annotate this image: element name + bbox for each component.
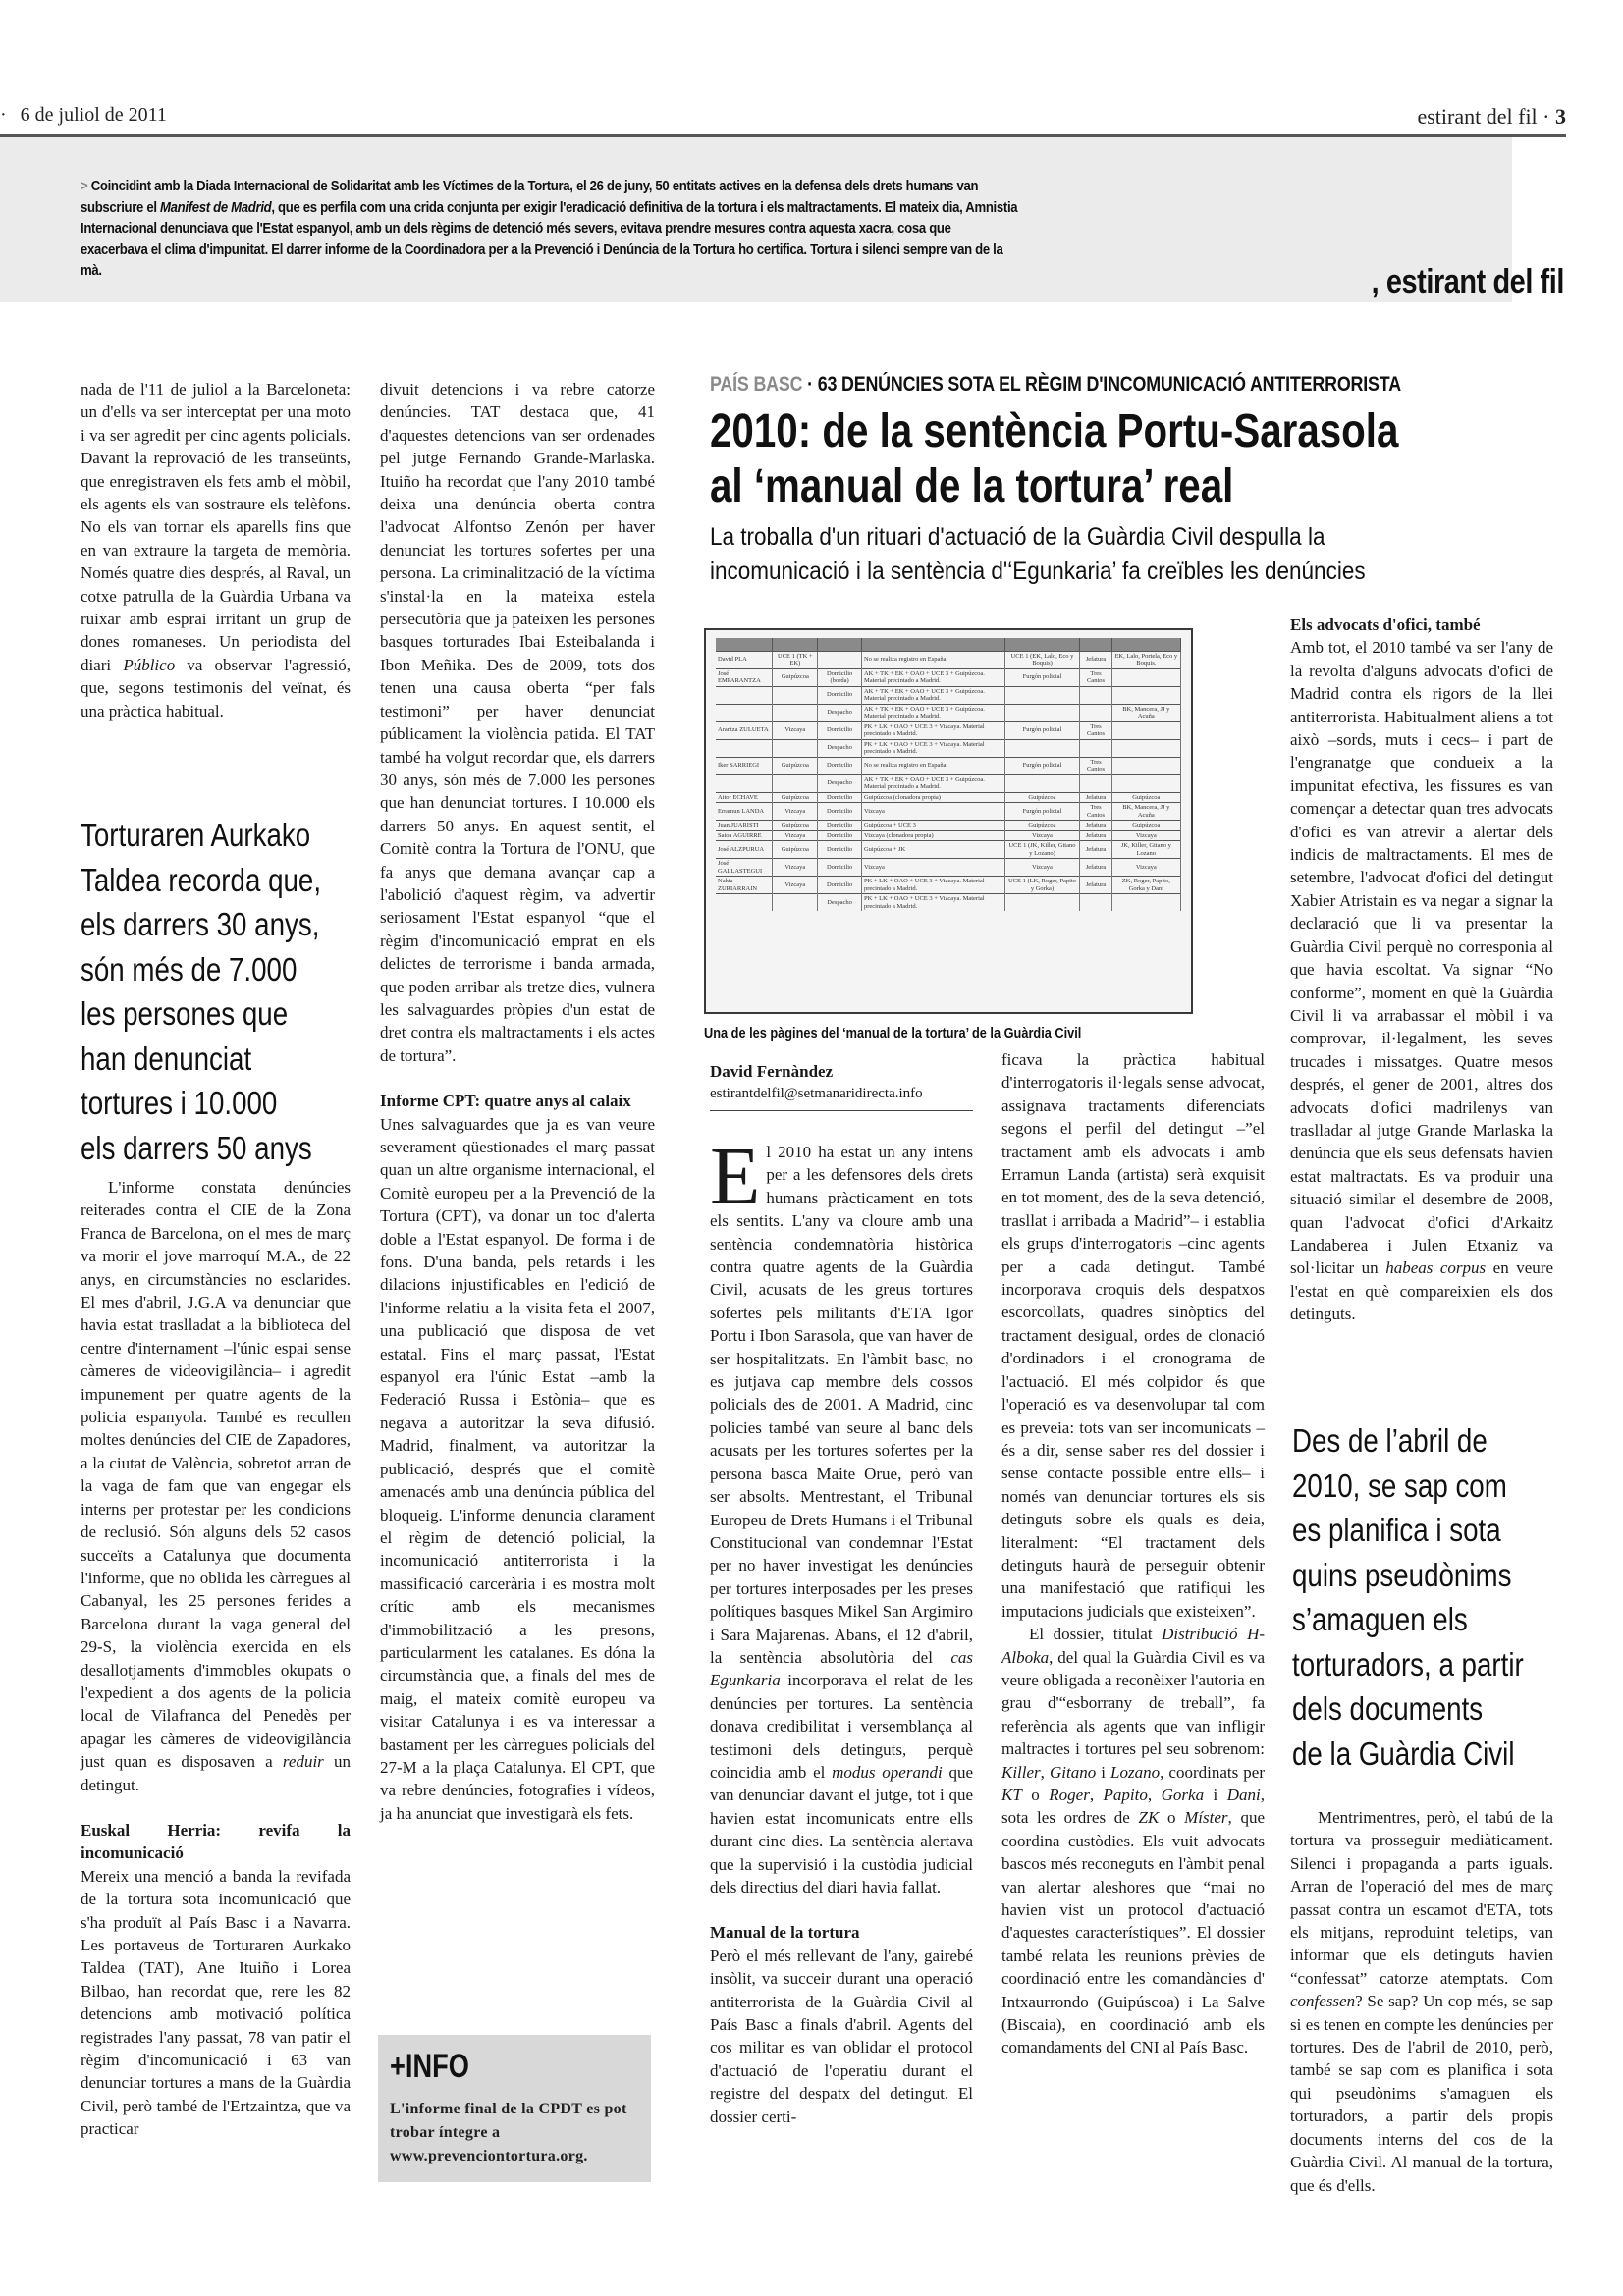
text: , sota les ordres de [1001,1786,1266,1828]
italic-text: Míster [1184,1808,1228,1828]
text: El dossier, titulat [1029,1625,1163,1644]
text: , [1040,1762,1050,1782]
table-cell [716,739,773,757]
page-header [0,98,1566,137]
table-cell [1111,739,1180,757]
table-cell [1080,739,1111,757]
table-row [716,686,1181,704]
quote-line: s’amaguen els [1292,1601,1468,1637]
text: , que coordina custòdies. Els vuit advocats bascos més reconeguts en l'àmbit penal van alertar aleshores que “mai no havien vist un protocol d'actuació d'aquestes característiques”. El dossier també relata les reunions prèvies de coordinació entre les comandàncies d' Intxaurrondo (Guipúscoa) i La Salve (Biscaia), en coordinació amb els comandaments del CNI al País Basc. [1001,1808,1265,2057]
table-cell: Domicilio [818,830,862,841]
subheading: Informe CPT: quatre anys al calaix [380,1092,631,1111]
table-cell: Domicilio (borda) [818,668,862,686]
table-row [716,757,1181,774]
table-cell: Guipúzcoa [1004,792,1080,803]
italic-text: Dani [1226,1786,1261,1804]
lead-text-a: Coincidint amb la Diada Internacional de Solidaritat amb les Víctimes de la Tortura, el 26 de juny, 50 entitats actives en la defensa dels drets humans van subscriure el [81,179,979,216]
table-cell: Jefatura [1080,859,1111,877]
table-cell [1111,686,1180,704]
table-row [716,721,1181,739]
table-cell [1111,774,1180,792]
table-cell: Vizcaya [773,877,818,894]
quote-line: Torturaren Aurkako [81,817,311,853]
paragraph [1001,1623,1265,2059]
quote-line: dels documents [1292,1690,1484,1727]
table-cell: Domicilio [818,841,862,859]
subheading: Manual de la tortura [710,1923,860,1943]
info-text: L'informe final de la CPDT es pot trobar íntegre a www.prevenciontortura.org. [390,2101,627,2164]
paragraph [1290,1806,1553,2197]
text: , coordinats per [1160,1762,1265,1782]
subhead-line: incomunicació i la sentència d'‘Egunkaria’ fa creïbles les denúncies [710,558,1366,585]
table-cell: PK + LK + OAO + UCE 3 + Vizcaya. Material precintado a Madrid. [861,877,1004,894]
table-cell [1111,721,1180,739]
table-row [716,792,1181,803]
article-kicker [710,373,1401,397]
table-row [716,704,1181,721]
table-cell: Iker SARRIEGI [716,757,773,774]
text: i [1204,1786,1227,1804]
table-cell: Guipúzcoa [773,792,818,803]
table-cell [716,894,773,912]
table-cell: UCE 1 (JK, Killer, Gitano y Lozano) [1004,841,1080,859]
table-row [716,821,1181,831]
italic-text: Lozano [1110,1762,1161,1782]
issue-date: · 6 de juliol de 2011 [0,104,167,126]
italic-text: habeas corpus [1385,1258,1487,1278]
table-cell [1080,894,1111,912]
table-cell [1111,757,1180,774]
table-cell [1004,894,1080,912]
table-cell: Jefatura [1080,841,1111,859]
italic-text: Roger [1049,1786,1090,1804]
table-cell: No se realiza registro en España. [861,651,1004,668]
table-cell [1004,739,1080,757]
quote-line: 2010, se sap com [1292,1467,1507,1504]
italic-text: Gorka [1161,1786,1205,1804]
table-row [716,739,1181,757]
table-cell [716,704,773,721]
table-cell: Furgón policial [1004,668,1080,686]
quote-line: han denunciat [81,1040,252,1077]
table-cell [716,686,773,704]
table-cell: Guipúzcoa [773,668,818,686]
table-cell: Despacho [818,774,862,792]
arrow-icon: > [81,179,88,194]
table-cell: Vizcaya [1111,830,1180,841]
text: incorporava el relat de les denúncies per tortures. La sentència donava credibilitat i versemblança al testimoni dels detinguts, perquè coincidia amb el [710,1671,973,1782]
table-cell: Jefatura [1080,821,1111,831]
pull-quote-1 [81,813,321,1170]
table-cell: Guipúzcoa + UCE 3 [861,821,1004,831]
text: i [1096,1762,1111,1782]
table-cell [716,774,773,792]
table-cell: Vizcaya [1111,859,1180,877]
drop-cap: E [710,1131,761,1222]
column-1-continued [81,1176,351,2141]
kicker-separator: · [802,373,818,396]
table-cell: Despacho [818,704,862,721]
table-cell: Vizcaya [773,721,818,739]
italic-text: Gitano [1049,1762,1097,1782]
table-cell: Jefatura [1080,792,1111,803]
text: , [1147,1786,1162,1804]
paragraph: ficava la pràctica habitual d'interrogatoris il·legals sense advocat, assignava tractaments diferenciats segons el perfil del detingut –”el tractament amb els advocats i amb Erramun Landa (artista) serà exquisit en tot moment, des de la seva detenció, trasllat i arribada a Madrid”– i establia els grups d'interrogatoris –cinc agents per a cada detingut. També incorporava croquis dels despatxos escorcollats, quadres sinòptics del tractament desigual, ordes de clonació d'ordinadors i el cronograma de l'actuació. El més colpidor és que l'operació es va desenvolupar tal com es preveia: tots van ser incomunicats –és a dir, sense saber res del dossier i sense contacte possible entre ells– i només van denunciar tortures els sis detinguts sobre els quals es deia, literalment: “El tractament dels detinguts haurà de perseguir obtenir una manifestació que ratifiqui les imputacions judicials que existeixen”. [1001,1050,1265,1621]
table-cell: Guipúzcoa [773,841,818,859]
column-4 [1001,1048,1265,2059]
table-cell: Furgón policial [1004,757,1080,774]
table-cell [1111,668,1180,686]
table-cell: BK, Mancera, JJ y Acuña [1111,704,1180,721]
table-cell: Domicilio [818,877,862,894]
table-cell: Guipúzcoa + JK [861,841,1004,859]
table-row [716,774,1181,792]
quote-line: són més de 7.000 [81,950,298,988]
headline-line: 2010: de la sentència Portu-Sarasola [710,405,1399,457]
table-cell: Guipúzcoa [773,757,818,774]
table-cell: Vizcaya [773,803,818,821]
table-cell: PK + LK + OAO + UCE 3 + Vizcaya. Material precintado a Madrid. [861,721,1004,739]
text: va observar l'agressió, que, segons testimonis del veïnat, és una pràctica habitual. [81,655,351,721]
italic-text: reduir [282,1752,324,1772]
text: l 2010 ha estat un any intens per a les defensores dels drets humans pràcticament en tots els sentits. L'any va cloure amb una sentència condemnatòria històrica contra quatre agents de la Guàrdia Civil, acusats de les greus tortures sofertes pels militants d'ETA Igor Portu i Ibon Sarasola, que van haver de ser hospitalitzats. En l'àmbit basc, no es jutjava cap membre dels cossos policials des de 2001. A Madrid, cinc policies també van seure al banc dels acusats per les tortures sofertes per la persona basca Maite Orue, però van ser absolts. Mentrestant, el Tribunal Europeu de Drets Humans i el Tribunal Constitucional van condemnar l'Estat per no haver investigat les denúncies per tortures interposades per les preses polítiques basques Mikel San Argimiro i Sara Majarenas. Abans, el 12 d'abril, la sentència absolutòria del [710,1143,973,1667]
table-cell: Domicilio [818,859,862,877]
table-cell: AK + TK + EK + OAO + UCE 3 + Guipúzcoa. Material precintado a Madrid. [861,704,1004,721]
table-row [716,859,1181,877]
italic-text: modus operandi [832,1762,943,1782]
text: un detingut. [81,1752,352,1794]
table-row [716,894,1181,912]
column-5 [1290,614,1553,1326]
table-cell: Nahia ZURIARRAIN [716,877,773,894]
text: que van denunciar davant el jutge, tot i que havien estat incomunicats entre ells durant cinc dies. La sentència alertava que la supervisió i la custòdia judicial dels directius del diari havia fallat. [710,1762,973,1896]
table-cell: Despacho [818,739,862,757]
text: Mentrimentres, però, el tabú de la tortura va prosseguir mediàticament. Silenci i propaganda a parts iguals. Arran de l'operació del mes de març passat contra un escamot d'ETA, tots els mitjans, reproduint teletips, van informar que els detinguts havien “confessat” catorze atemptats. Com [1290,1808,1553,1988]
italic-text: confessen [1290,1992,1356,2011]
table-cell: David PLA [716,651,773,668]
quote-line: torturadors, a partir [1292,1645,1524,1682]
table-cell: Domicilio [818,792,862,803]
lead-italic: Manifest de Madrid [160,199,272,216]
paragraph [710,1131,973,1898]
italic-text: Killer [1001,1762,1041,1782]
quote-line: Taldea recorda que, [81,861,322,898]
quote-line: els darrers 50 anys [81,1129,312,1166]
table-cell: AK + TK + EK + OAO + UCE 3 + Guipúzcoa. Material precintado a Madrid. [861,686,1004,704]
italic-text: Papito [1103,1786,1148,1804]
table-cell: Vizcaya [861,803,1004,821]
table-cell: José ALZPURUA [716,841,773,859]
table-cell: Tres Cantos [1080,757,1111,774]
text: , del qual la Guàrdia Civil es va veure obligada a reconèixer l'autoria en grau d'“esborrany de treball”, fa referència als agents que van infligir maltractes i tortures pel seu sobrenom: [1001,1647,1265,1759]
table-cell [1080,704,1111,721]
table-cell: Jefatura [1080,830,1111,841]
table-cell: UCE 1 (EK, Lalo, Eco y Boquis) [1004,651,1080,668]
table-cell: PK + LK + OAO + UCE 3 + Vizcaya. Material precintado a Madrid. [861,739,1004,757]
text: en veure l'estat en què compareixien els dos detinguts. [1290,1258,1553,1324]
table-cell: Arantza ZULUETA [716,721,773,739]
table-row [716,651,1181,668]
table-cell: Despacho [818,894,862,912]
italic-text: Público [123,655,176,674]
table-cell [773,894,818,912]
subhead-line: La troballa d'un rituari d'actuació de la Guàrdia Civil despulla la [710,523,1325,551]
subheading: Els advocats d'ofici, també [1290,615,1481,634]
table-row [716,877,1181,894]
table-cell: AK + TK + EK + OAO + UCE 3 + Guipúzcoa. Material precintado a Madrid. [861,668,1004,686]
text: , [1089,1786,1104,1804]
table-cell: Domicilio [818,721,862,739]
table-cell: Vizcaya [861,859,1004,877]
image-caption: Una de les pàgines del ‘manual de la tortura’ de la Guàrdia Civil [704,1026,1082,1041]
text: o [1021,1786,1050,1804]
table-cell: Tres Cantos [1080,668,1111,686]
table-cell: Vizcaya [1004,859,1080,877]
table-row [716,803,1181,821]
italic-text: cas Egunkaria [710,1647,973,1690]
section-name: estirant del fil · 3 [1417,104,1566,129]
table-cell: Vizcaya [1004,830,1080,841]
author-email[interactable]: estirantdelfil@setmanaridirecta.info [710,1086,923,1101]
table-cell: UCE 1 (TK + EK) [773,651,818,668]
table-cell: Aitor ECHAVE [716,792,773,803]
date-text: 6 de juliol de 2011 [20,104,167,126]
table-cell: Vizcaya (clonadora propia) [861,830,1004,841]
italic-text: KT [1001,1786,1022,1804]
byline [710,1060,973,1111]
table-cell: UCE 1 (LK, Roger, Papito y Gorka) [1004,877,1080,894]
table-cell: Domicilio [818,757,862,774]
table-cell: Guipúzcoa [1111,792,1180,803]
info-title: +INFO [390,2048,469,2085]
table-cell: Domicilio [818,686,862,704]
paragraph: Unes salvaguardes que ja es van veure severament qüestionades el març passat quan un altre organisme internacional, el Comitè europeu per a la Prevenció de la Tortura (CPT), va donar un toc d'alerta doble a l'Estat espanyol. De forma i de fons. D'una banda, pels retards i les dilacions injustificables en l'edició de l'informe relatiu a la visita feta el 2007, una publicació que disposa de vet estatal. Fins el març passat, l'Estat espanyol era l'únic Estat –amb la Federació Russa i Estònia– que es negava a autoritzar la seva difusió. Madrid, finalment, va autoritzar la publicació, després que el comitè amenacés amb una denúncia pública del bloqueig. L'informe denuncia clarament el règim de detenció policial, la incomunicació antiterrorista i la massificació carcerària i es mostra molt crític amb els mecanismes d'immobilització a les presons, particularment les catalanes. Es dóna la circumstància que, a finals del mes de maig, el mateix comitè europeu va visitar Catalunya i es va interessar a bastament per les càrregues policials del 27-M a la plaça Catalunya. El CPT, que va rebre denúncies, fotografies i vídeos, ja ha anunciat que investigarà els fets. [380,1114,655,1823]
lead-text [81,177,1020,283]
table-cell: BK, Mancera, JJ y Acuña [1111,803,1180,821]
table-cell: Furgón policial [1004,803,1080,821]
document-table [716,638,1181,911]
table-cell: Guipúzcoa [1111,821,1180,831]
table-cell: Vizcaya [773,830,818,841]
table-cell [1004,774,1080,792]
pull-quote-2 [1292,1418,1524,1776]
subheading: Euskal Herria: revifa la incomunicació [81,1820,351,1863]
column-5-continued [1290,1806,1553,2197]
paragraph: divuit detencions i va rebre catorze denúncies. TAT destaca que, 41 d'aquestes detencions van ser ordenades pel jutge Fernando Grande-Marlaska. Ituiño ha recordat que l'any 2010 també deixa una denúncia oberta contra l'advocat Alfontso Zenón per haver denunciat les tortures sofertes per una persona. La criminalització de la víctima s'instal·la en la mateixa estela persecutòria que ja pateixen les persones basques torturades Ibai Esteibalanda i Ibon Meñika. Des de 2009, tots dos tenen una causa oberta “per fals testimoni” per haver denunciat públicament la violència patida. El TAT també ha volgut recordar que, els darrers 30 anys, són més de 7.000 les persones que han denunciat tortures. I 10.000 els darrers 50 anys. En aquest sentit, el Comitè contra la Tortura de l'ONU, que fa anys que demana avançar cap a l'abolició d'aquest règim, va advertir seriosament l'Estat espanyol “que el règim d'incomunicació emprat en els delictes de terrorisme i banda armada, que poden arribar als tretze dies, vulnera les salvaguardes pròpies d'un estat de dret contra els maltractaments i els actes de tortura”. [380,380,655,1065]
table-cell: AK + TK + EK + OAO + UCE 3 + Guipúzcoa. Material precintado a Madrid. [861,774,1004,792]
italic-text: ZK [1138,1808,1160,1828]
table-cell [1111,894,1180,912]
kicker-region: PAÍS BASC [710,373,803,396]
author-name: David Fernàndez [710,1062,834,1081]
table-cell: Guipúzcoa [1004,821,1080,831]
table-cell: Tres Cantos [1080,721,1111,739]
italic-text: Distribució H-Alboka [1001,1625,1266,1667]
quote-line: tortures i 10.000 [81,1085,278,1121]
table-row [716,830,1181,841]
quote-line: Des de l’abril de [1292,1422,1488,1459]
table-cell: EK, Lalo, Portela, Eco y Boquis. [1111,651,1180,668]
table-cell: José EMPARANTZA [716,668,773,686]
headline-line: al ‘manual de la tortura’ real [710,460,1234,512]
text: o [1159,1808,1185,1828]
paragraph: Mereix una menció a banda la revifada de la tortura sota incomunicació que s'ha produït al País Basc i a Navarra. Les portaveus de Torturaren Aurkako Taldea (TAT), Ane Ituiño i Lorea Bilbao, han recordat que, rere les 82 detencions amb motivació política registrades l'any passat, 78 van patir el règim d'incomunicació i 63 van denunciar tortures a mans de la Guàrdia Civil, però també de l'Ertzaintza, que va practicar [81,1866,351,2139]
document-photo [704,628,1193,1014]
info-box [378,2035,651,2182]
table-cell: Guipúzcoa [773,821,818,831]
quote-line: els darrers 30 anys, [81,906,320,942]
paragraph [1290,636,1553,1325]
table-cell: Domicilio [818,803,862,821]
table-cell: Jefatura [1080,651,1111,668]
table-cell: Erramun LANDA [716,803,773,821]
table-cell [773,686,818,704]
table-cell [1004,704,1080,721]
column-3 [710,1131,973,2128]
table-cell: JK, Killer, Gitano y Lozano [1111,841,1180,859]
table-cell: No se realiza registro en España. [861,757,1004,774]
text: L'informe constata denúncies reiterades contra el CIE de la Zona Franca de Barcelona, on el mes de març va morir el jove marroquí M.A., de 22 anys, en circumstàncies no esclarides. El mes d'abril, J.G.A va denunciar que havia estat traslladat a la biblioteca del centre d'internament –l'únic espai sense càmeres de videovigilància– i agredit impunement per quatre agents de la policia espanyola. També es recullen moltes denúncies del CIE de Zapadores, a la ciutat de València, sobretot arran de la vaga de fam que van engegar els interns per protestar per les condicions de reclusió. Són alguns dels 52 casos succeïts a Catalunya que documenta l'informe, que no oblida les càrregues al Cabanyal, les 25 persones ferides a Barcelona durant la vaga general del 29-S, la violència exercida en els desallotjaments d'immobles okupats o l'expedient a dos agents de la policia local de Vilafranca del Penedès per apagar les càmeres de videovigilància just quan es disposaven a [81,1178,351,1772]
table-cell: Jefatura [1080,877,1111,894]
article-headline [710,404,1398,514]
table-cell [773,774,818,792]
quote-line: es planifica i sota [1292,1512,1501,1548]
table-cell: Domicilio [818,821,862,831]
paragraph [81,1176,351,1796]
paragraph: Però el més rellevant de l'any, gairebé insòlit, va succeir durant una operació antiterrorista de la Guàrdia Civil al País Basc a finals d'abril. Agents del cos militar es van oblidar el protocol d'actuació de l'operatiu durant el registre del despatx del detingut. El dossier certi- [710,1946,973,2126]
table-cell: Furgón policial [1004,721,1080,739]
table-cell: Tres Cantos [1080,803,1111,821]
table-cell: PK + LK + OAO + UCE 3 + Vizcaya. Material precintado a Madrid. [861,894,1004,912]
column-1 [81,378,351,722]
paragraph [81,378,351,722]
table-row [716,668,1181,686]
kicker-text: 63 DENÚNCIES SOTA EL RÈGIM D'INCOMUNICACIÓ ANTITERRORISTA [817,373,1401,396]
table-cell [773,704,818,721]
article-subhead [710,520,1366,589]
page-number: 3 [1555,104,1566,129]
text: ? Se sap? Un cop més, se sap si es tenen en compte les denúncies per tortures. Des de l'abril de 2010, però, també se sap com es planifica i sota qui pseudònims s'amaguen els torturadors, a partir dels propis documents interns del cos de la Guàrdia Civil. Al manual de la tortura, que és d'ells. [1290,1992,1553,2195]
table-cell: José GALLASTEGUI [716,859,773,877]
table-cell: Juan JUARISTI [716,821,773,831]
text: nada de l'11 de juliol a la Barceloneta: un d'ells va ser interceptat per una moto i va ser agredit per cinc agents policials. Davant la reprovació de les transeünts, que enregistraven els fets amb el mòbil, els agents els van sostraure els telèfons. No els van tornar els aparells fins que en van extraure la targeta de memòria. Només quatre dies després, al Raval, un cotxe patrulla de la Guàrdia Urbana va ruixar amb esprai irritant un grup de dones romaneses. Un periodista del diari [81,380,351,674]
table-cell [1080,774,1111,792]
section-kicker: , estirant del fil [1371,263,1564,300]
table-cell [1080,686,1111,704]
table-cell [773,739,818,757]
table-cell: ZK, Roger, Papito, Gorka y Dani [1111,877,1180,894]
text: Amb tot, el 2010 també va ser l'any de la revolta d'alguns advocats d'ofici de Madrid contra els rigors de la llei antiterrorista. Habitualment aliens a tot això –sords, muts i cecs– i part de l'engranatge que condueix a la impunitat efectiva, les fissures es van començar a detectar quan tres advocats d'ofici es van atrevir a alertar dels indicis de maltractaments. El mes de setembre, l'advocat d'ofici del detingut Xabier Atristain es va negar a signar la declaració que li va presentar la Guàrdia Civil perquè no corresponia al que havia escoltat. Va signar “No conforme”, moment en què la Guàrdia Civil li va arrabassar el mòbil i va comprovar, il·legalment, les seves trucades i missatges. Quatre mesos després, el gener de 2001, altres dos advocats d'ofici madrilenys van traslladar al jutge Grande Marlaska la denúncia que els seus defensats havien estat maltractats. Es va produir una situació similar el desembre de 2008, quan l'advocat d'ofici d'Arkaitz Landaberea i Julen Etxaniz va sol·licitar un [1290,638,1553,1278]
table-cell: Guipúzcoa (clonadora propia) [861,792,1004,803]
column-2 [380,378,655,1825]
table-cell: Saioa AGUIRRE [716,830,773,841]
table-cell [818,651,862,668]
table-cell [1004,686,1080,704]
quote-line: les persones que [81,995,289,1032]
table-cell: Vizcaya [773,859,818,877]
quote-line: quins pseudònims [1292,1556,1512,1593]
lead-text-b: , que es perfila com una crida conjunta per exigir l'eradicació definitiva de la tortura i els maltractaments. El mateix dia, Amnistia Internacional denunciava que l'Estat espanyol, amb un dels règims de detenció més severs, evitava prendre mesures contra aquesta xacra, cosa que exacerbava el clima d'impunitat. El darrer informe de la Coordinadora per a la Prevenció i Denúncia de la Tortura ho certifica. Tortura i silenci sempre van de la mà. [81,199,1018,279]
table-row [716,841,1181,859]
section-label: estirant del fil [1417,104,1538,129]
quote-line: de la Guàrdia Civil [1292,1735,1515,1772]
